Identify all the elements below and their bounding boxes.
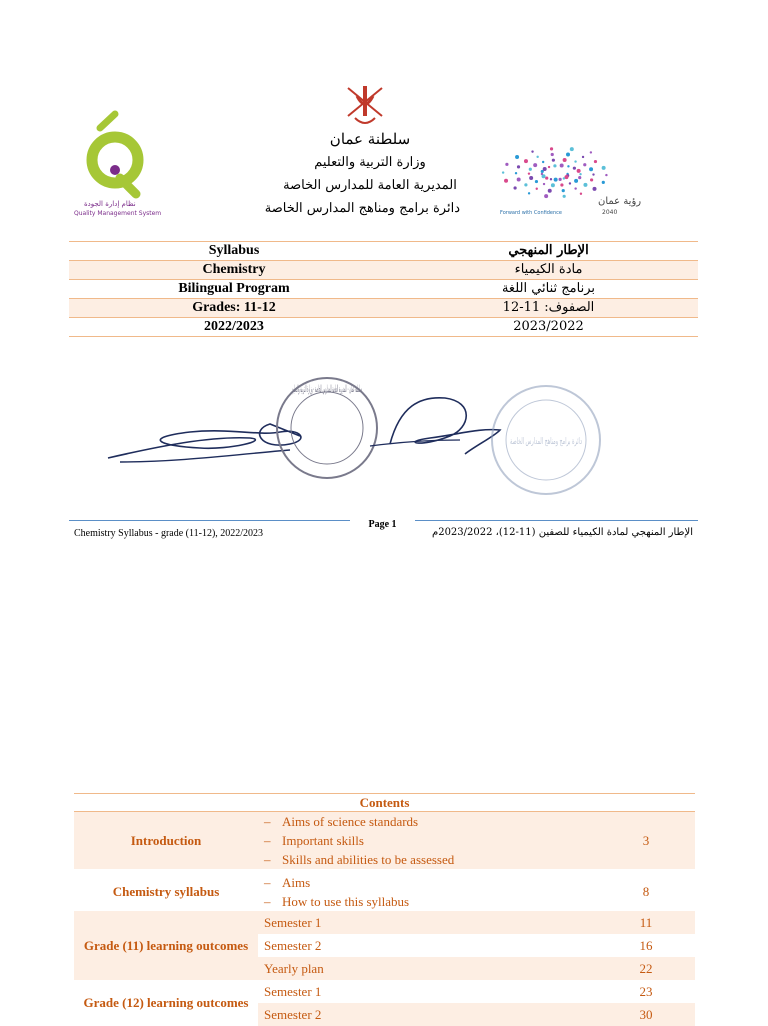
- page-ref: 8: [642, 884, 650, 899]
- contents-row-grade12-sem1: [74, 980, 695, 1003]
- subrow-label: Semester 2: [258, 1003, 597, 1026]
- page-ref: 16: [639, 937, 653, 953]
- ministry-line-4: دائرة برامج ومناهج المدارس الخاصة: [264, 201, 460, 216]
- vision-dot: [574, 187, 576, 189]
- subrow-label: Semester 2: [264, 937, 322, 953]
- subrow-label: Semester 1: [264, 983, 322, 999]
- ministry-line-2: وزارة التربية والتعليم: [314, 155, 426, 170]
- vision-dot: [514, 186, 517, 189]
- oman-vision-logo: [496, 146, 666, 222]
- vision-dot: [535, 180, 538, 183]
- vision-dot: [541, 173, 543, 175]
- footer-left-text: Chemistry Syllabus - grade (11-12), 2022/2023: [74, 528, 264, 539]
- vision-logo-tagline: Forward with Confidence: [500, 210, 563, 216]
- qms-caption-ar: نظام إدارة الجودة: [84, 200, 136, 208]
- vision-dot: [580, 193, 582, 195]
- contents-header-row: [74, 794, 695, 812]
- vision-dot: [536, 156, 538, 158]
- stamp-right: [492, 386, 600, 494]
- ministry-header: [264, 128, 460, 220]
- vision-dot: [589, 167, 593, 171]
- page-ref: 3: [597, 812, 695, 870]
- list-dash: –: [264, 814, 271, 829]
- page-ref: 11: [597, 911, 695, 934]
- vision-dot: [553, 164, 556, 167]
- vision-dot: [550, 147, 553, 150]
- contents-row-grade11-sem1: [74, 911, 695, 934]
- vision-dot: [505, 163, 508, 166]
- vision-dot: [563, 177, 565, 179]
- vision-dot: [515, 172, 517, 174]
- stamp-left-text: سلطنة عمان - المديرية العامة للمدارس الخاصة - وزارة التربية والتعليم: [292, 384, 362, 395]
- list-dash: –: [264, 833, 271, 848]
- vision-dot: [574, 160, 576, 162]
- title-ar-year: 2023/2022: [399, 318, 698, 337]
- title-en-grades: Grades: 11-12: [69, 299, 399, 318]
- vision-dot: [574, 179, 578, 183]
- vision-dot: [579, 173, 581, 175]
- introduction-items: [258, 812, 597, 870]
- vision-dot: [563, 158, 567, 162]
- vision-dot: [562, 189, 565, 192]
- title-row: [69, 318, 698, 337]
- list-item: [264, 812, 597, 831]
- contents-heading: Contents: [74, 794, 695, 812]
- contents-row-chemistry-syllabus: [74, 873, 695, 911]
- item-text: Skills and abilities to be assessed: [282, 852, 455, 867]
- title-row: [69, 280, 698, 299]
- vision-dot: [504, 179, 508, 183]
- contents-table: [74, 793, 695, 1026]
- ministry-line-1: سلطنة عمان: [329, 130, 411, 148]
- vision-dot: [531, 150, 533, 152]
- vision-dot: [517, 165, 520, 168]
- vision-dot: [550, 178, 552, 180]
- title-row: [69, 242, 698, 261]
- signature-middle: [390, 398, 500, 454]
- vision-dot: [583, 183, 587, 187]
- title-ar-syllabus: الإطار المنهجي: [399, 242, 698, 261]
- stamp-right-text: دائرة برامج ومناهج المدارس الخاصة: [510, 437, 582, 447]
- title-en-subject: Chemistry: [69, 261, 399, 280]
- vision-logo-ar: رؤية عمان: [598, 196, 642, 207]
- list-item: [264, 850, 597, 869]
- vision-dot: [536, 188, 538, 190]
- vision-dot: [567, 165, 569, 167]
- footer-rule-left: [69, 520, 350, 521]
- vision-dot: [593, 187, 597, 191]
- vision-dot: [529, 176, 533, 180]
- footer-rule-right: [415, 520, 698, 521]
- section-grade-11: Grade (11) learning outcomes: [74, 911, 258, 980]
- vision-dot: [524, 159, 528, 163]
- title-row: [69, 299, 698, 318]
- list-item: [264, 831, 597, 850]
- list-dash: –: [264, 852, 271, 867]
- vision-dot: [543, 183, 545, 185]
- vision-dot: [551, 183, 555, 187]
- list-dash: –: [264, 894, 271, 909]
- vision-dot: [592, 173, 594, 175]
- vision-dot: [515, 155, 519, 159]
- vision-dot: [602, 181, 605, 184]
- stamp-left: [277, 378, 377, 478]
- title-en-program: Bilingual Program: [69, 280, 399, 299]
- title-ar-program: برنامج ثنائي اللغة: [399, 280, 698, 299]
- vision-dot: [533, 163, 537, 167]
- contents-row-introduction: [74, 812, 695, 870]
- vision-dot: [554, 178, 558, 182]
- vision-dot: [583, 163, 586, 166]
- vision-dot: [605, 174, 607, 176]
- subrow-label: Semester 1: [258, 911, 597, 934]
- list-dash: –: [264, 875, 271, 890]
- vision-dot: [544, 194, 548, 198]
- qms-caption-en: Quality Management System: [74, 210, 162, 217]
- item-text: Important skills: [282, 833, 364, 848]
- title-table: [69, 241, 698, 337]
- vision-logo-year: 2040: [602, 209, 618, 216]
- vision-dot: [582, 156, 584, 158]
- vision-dot: [602, 166, 606, 170]
- chemistry-syllabus-items: [258, 873, 597, 911]
- vision-dot: [524, 183, 527, 186]
- vision-dot: [560, 183, 563, 186]
- ministry-line-3: المديرية العامة للمدارس الخاصة: [283, 178, 457, 193]
- item-text: Aims: [282, 875, 311, 890]
- vision-dot: [542, 161, 544, 163]
- list-item: [264, 892, 597, 911]
- item-text: Aims of science standards: [282, 814, 419, 829]
- vision-dot: [566, 153, 570, 157]
- signature-left: [108, 424, 301, 458]
- vision-dot: [517, 177, 521, 181]
- title-en-year: 2022/2023: [69, 318, 399, 337]
- item-text: How to use this syllabus: [282, 894, 410, 909]
- section-grade-12: Grade (12) learning outcomes: [83, 995, 249, 1010]
- page-ref: 30: [597, 1003, 695, 1026]
- vision-dot: [560, 164, 564, 168]
- vision-dot: [529, 168, 532, 171]
- vision-dot: [559, 178, 562, 181]
- title-en-syllabus: Syllabus: [69, 242, 399, 261]
- vision-dot: [594, 160, 597, 163]
- vision-dot: [552, 159, 555, 162]
- page-ref: 22: [597, 957, 695, 980]
- vision-dot: [548, 166, 550, 168]
- vision-dot: [590, 151, 592, 153]
- quality-management-logo: [70, 108, 160, 220]
- section-chemistry-syllabus: Chemistry syllabus: [112, 884, 220, 899]
- vision-dot: [590, 178, 593, 181]
- title-ar-subject: مادة الكيمياء: [399, 261, 698, 280]
- page-number: Page 1: [368, 519, 397, 530]
- oman-emblem: [340, 82, 390, 130]
- vision-dot: [551, 153, 554, 156]
- vision-dot: [528, 192, 530, 194]
- signature-left-stroke: [120, 450, 290, 462]
- vision-dot: [569, 182, 571, 184]
- vision-dot: [543, 167, 547, 171]
- section-introduction: Introduction: [74, 812, 258, 870]
- title-row: [69, 261, 698, 280]
- page-ref: 23: [639, 983, 653, 999]
- vision-dot: [528, 172, 530, 174]
- vision-dot: [573, 167, 576, 170]
- footer-right-text: الإطار المنهجي لمادة الكيمياء للصفين (11-12)، 2023/2022م: [432, 527, 693, 538]
- vision-dot: [548, 189, 552, 193]
- list-item: [264, 873, 597, 892]
- subrow-label: Yearly plan: [258, 957, 597, 980]
- vision-dot: [577, 169, 581, 173]
- vision-dot: [563, 195, 566, 198]
- vision-dot: [545, 176, 548, 179]
- vision-dot: [570, 147, 574, 151]
- vision-dot: [578, 176, 581, 179]
- vision-dot: [502, 171, 504, 173]
- title-ar-grades: الصفوف: 11-12: [399, 299, 698, 318]
- signatures-and-stamps: [100, 366, 660, 496]
